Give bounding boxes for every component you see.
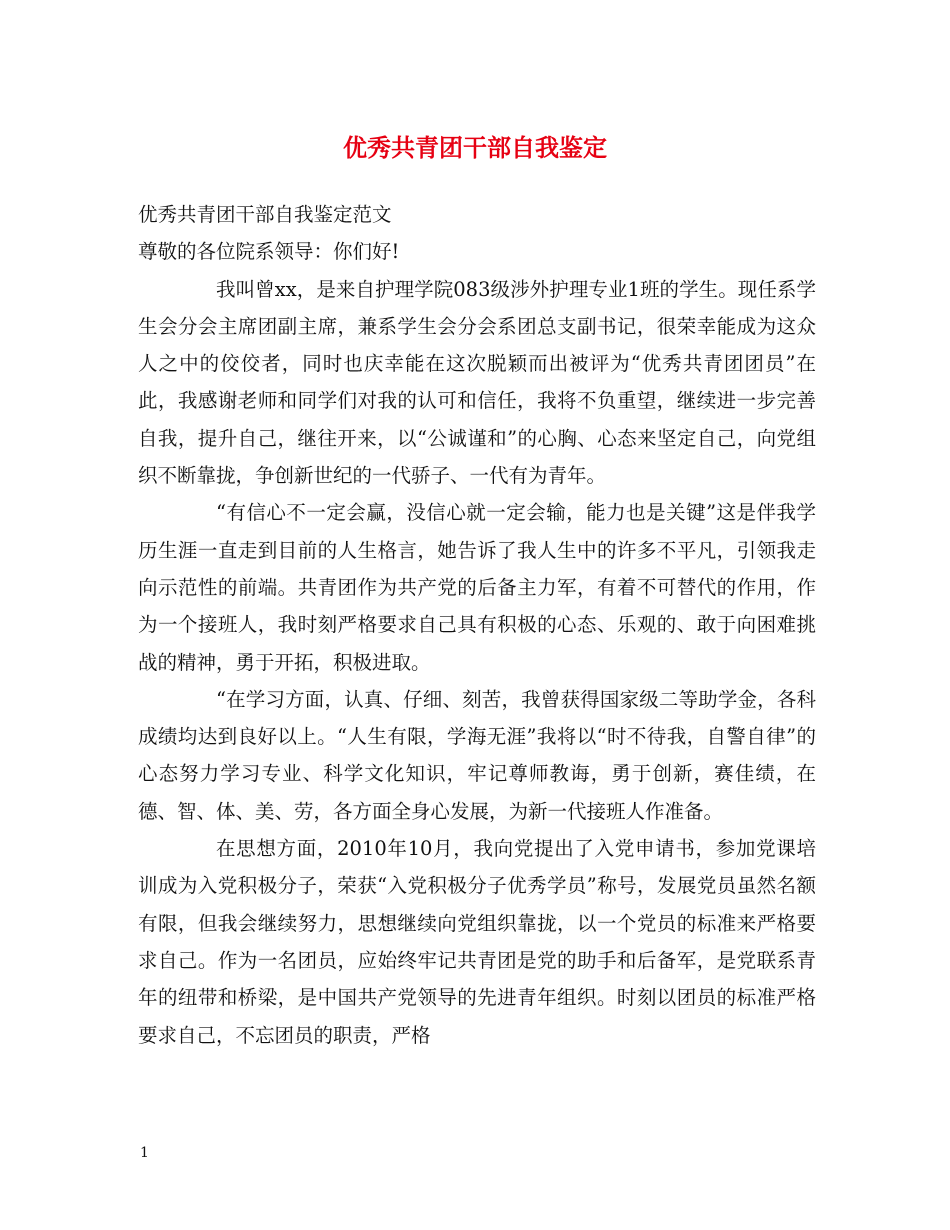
paragraph-motto: “有信心不一定会赢，没信心就一定会输，能力也是关键”这是伴我学历生涯一直走到目前的人生格言，她告诉了我人生中的许多不平凡，引领我走向示范性的前端。共青团作为共产党的后备主力军，有着不可替代的作用，作为一个接班人，我时刻严格要求自己具有积极的心态、乐观的、敢于向困难挑战的精神，勇于开拓，积极进取。 [138, 501, 816, 674]
greeting: 尊敬的各位院系领导：你们好! [138, 240, 400, 264]
document-title: 优秀共青团干部自我鉴定 [343, 133, 607, 162]
document-subtitle: 优秀共青团干部自我鉴定范文 [138, 203, 392, 226]
paragraph-ideology: 在思想方面，2010年10月，我向党提出了入党申请书，参加党课培训成为入党积极分子，荣获“入党积极分子优秀学员”称号，发展党员虽然名额有限，但我会继续努力，思想继续向党组织靠拢，以一个党员的标准来严格要求自己。作为一名团员，应始终牢记共青团是党的助手和后备军，是党联系青年的纽带和桥梁，是中国共产党领导的先进青年组织。时刻以团员的标准严格要求自己，不忘团员的职责，严格 [138, 837, 816, 1047]
page-number: 1 [140, 1145, 149, 1161]
paragraph-study: “在学习方面，认真、仔细、刻苦，我曾获得国家级二等助学金，各科成绩均达到良好以上。“人生有限，学海无涯”我将以“时不待我，自警自律”的心态努力学习专业、科学文化知识，牢记尊师教诲，勇于创新，赛佳绩，在德、智、体、美、劳，各方面全身心发展，为新一代接班人作准备。 [138, 687, 816, 823]
document-body [138, 196, 816, 1054]
paragraph-introduction: 我叫曾xx，是来自护理学院083级涉外护理专业1班的学生。现任系学生会分会主席团副主席，兼系学生会分会系团总支副书记，很荣幸能成为这众人之中的佼佼者，同时也庆幸能在这次脱颖而出被评为“优秀共青团团员”在此，我感谢老师和同学们对我的认可和信任，我将不负重望，继续进一步完善自我，提升自己，继往开来，以“公诚谨和”的心胸、心态来坚定自己，向党组织不断靠拢，争创新世纪的一代骄子、一代有为青年。 [138, 277, 816, 488]
